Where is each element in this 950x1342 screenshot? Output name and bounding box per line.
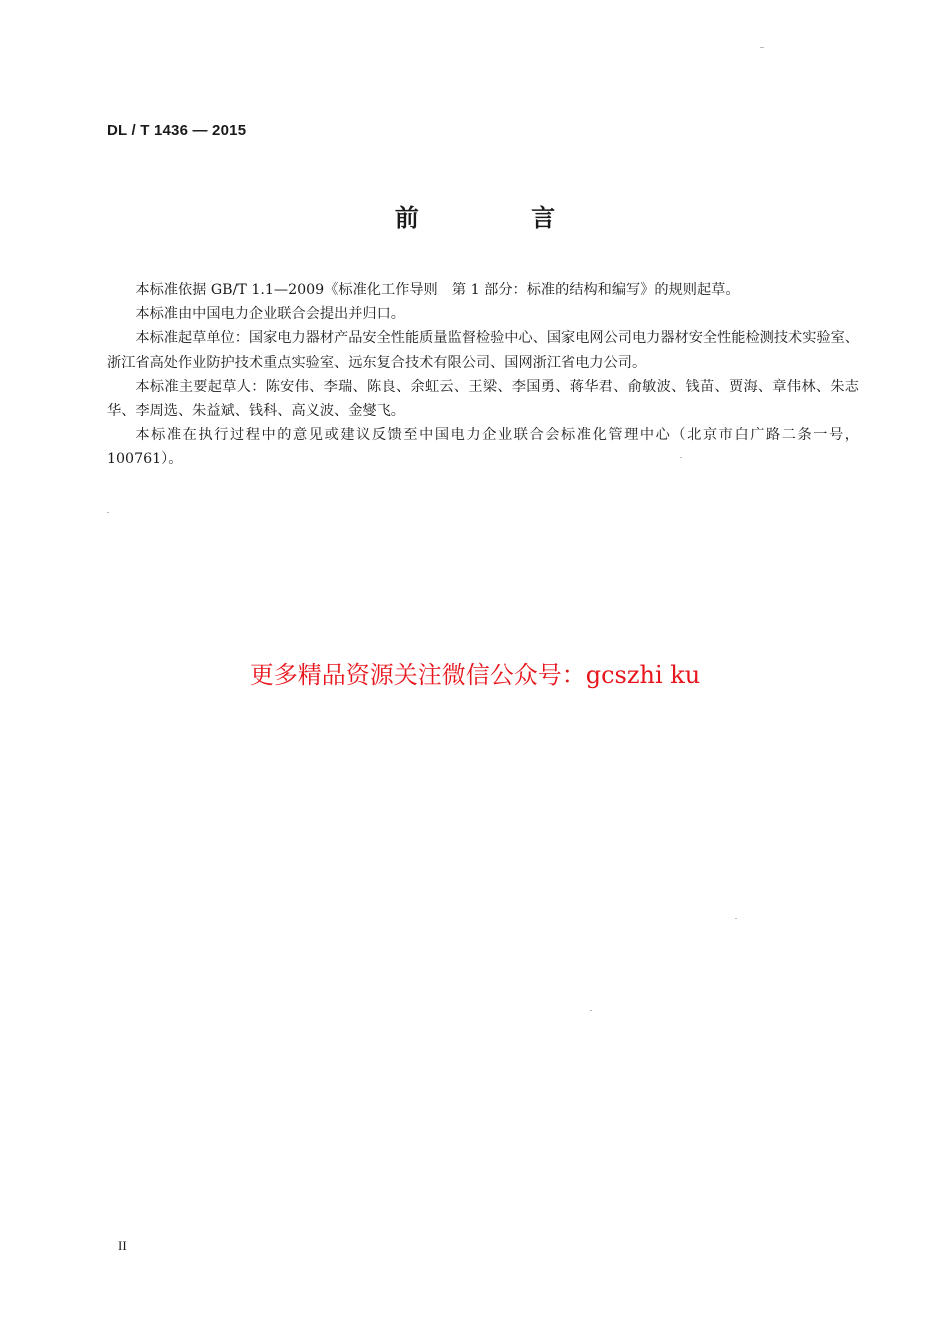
scan-speck: [760, 47, 764, 48]
paragraph-drafters: 本标准主要起草人：陈安伟、李瑞、陈良、余虹云、王梁、李国勇、蒋华君、俞敏波、钱苗、贾海、章伟林、朱志华、李周选、朱益斌、钱科、高义波、金燮飞。: [107, 378, 859, 420]
promo-watermark-text: 更多精品资源关注微信公众号：gcszhi ku: [249, 661, 701, 689]
paragraph-proposer: 本标准由中国电力企业联合会提出并归口。: [135, 306, 405, 323]
foreword-body: [107, 278, 859, 472]
document-code: DL / T 1436 — 2015: [107, 122, 247, 139]
scan-speck: [590, 1010, 592, 1011]
scan-speck: [735, 918, 737, 919]
paragraph-feedback: 本标准在执行过程中的意见或建议反馈至中国电力企业联合会标准化管理中心（北京市白广路二条一号，100761）。: [107, 427, 859, 468]
paragraph-drafting-basis: 本标准依据 GB/T 1.1—2009《标准化工作导则 第 1 部分：标准的结构和编写》的规则起草。: [135, 282, 740, 298]
page-title: 前 言: [394, 204, 608, 232]
scan-speck: [107, 512, 109, 513]
page-number: II: [118, 1238, 127, 1253]
scan-speck: [680, 457, 682, 458]
paragraph-drafting-units: 本标准起草单位：国家电力器材产品安全性能质量监督检验中心、国家电网公司电力器材安全性能检测技术实验室、浙江省高处作业防护技术重点实验室、远东复合技术有限公司、国网浙江省电力公司。: [107, 330, 859, 371]
